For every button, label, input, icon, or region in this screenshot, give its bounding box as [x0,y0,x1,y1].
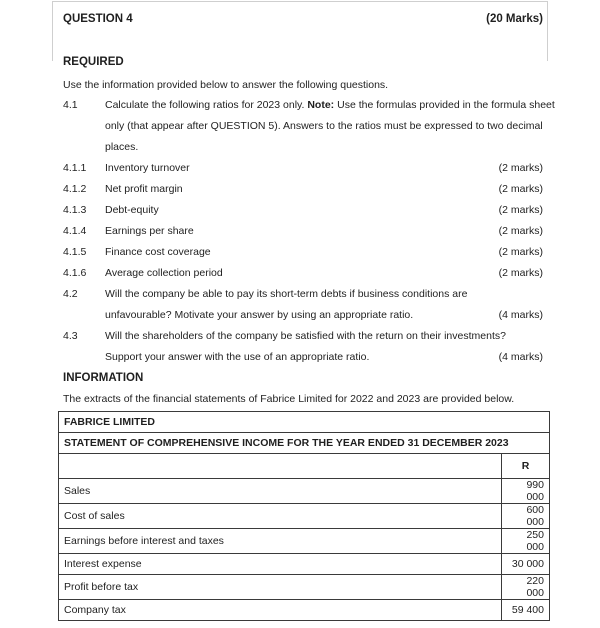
row-amount: 30 000 [502,554,550,575]
subitem-number: 4.1.3 [63,204,87,216]
q41-number: 4.1 [63,99,78,111]
row-amount: 600 000 [502,504,550,529]
table-row [59,554,550,575]
table-row [59,575,550,600]
subitem-number: 4.1.4 [63,225,87,237]
company-row [59,412,550,433]
row-label: Profit before tax [59,575,502,600]
income-statement-table [58,411,550,621]
required-heading: REQUIRED [63,56,124,68]
table-row [59,479,550,504]
subitem-marks: (2 marks) [498,204,543,216]
row-label: Earnings before interest and taxes [59,529,502,554]
subitem-label: Net profit margin [105,183,183,195]
subitem-number: 4.1.1 [63,162,87,174]
question-marks: (20 Marks) [486,13,543,25]
subitem-label: Finance cost coverage [105,246,211,258]
q42-line1: Will the company be able to pay its short-term debts if business conditions are [105,288,468,300]
information-intro: The extracts of the financial statements of Fabrice Limited for 2022 and 2023 are provided below. [63,393,515,405]
subitem-label: Earnings per share [105,225,194,237]
subitem-marks: (2 marks) [498,267,543,279]
row-amount: 59 400 [502,600,550,621]
company-name: FABRICE LIMITED [59,412,550,433]
currency-header-row [59,454,550,479]
required-intro: Use the information provided below to answer the following questions. [63,79,389,91]
row-amount: 990 000 [502,479,550,504]
q41-line1-b: Use the formulas provided in the formula sheet [337,99,555,111]
table-row [59,600,550,621]
page-border-left [52,1,53,61]
q43-number: 4.3 [63,330,78,342]
question-title: QUESTION 4 [63,13,133,25]
currency-header: R [502,454,550,479]
page-border-top [52,1,548,2]
row-label: Interest expense [59,554,502,575]
statement-title: STATEMENT OF COMPREHENSIVE INCOME FOR THE YEAR ENDED 31 DECEMBER 2023 [59,433,550,454]
q43-line1: Will the shareholders of the company be satisfied with the return on their investments? [105,330,506,342]
subitem-marks: (2 marks) [498,183,543,195]
subitem-number: 4.1.5 [63,246,87,258]
q41-line1-a: Calculate the following ratios for 2023 only. [105,99,305,111]
subitem-marks: (2 marks) [498,246,543,258]
subitem-label: Inventory turnover [105,162,190,174]
q43-marks: (4 marks) [498,351,543,363]
q41-line3: places. [105,141,139,153]
subitem-label: Debt-equity [105,204,159,216]
page-border-right [547,1,548,61]
subitem-number: 4.1.2 [63,183,87,195]
q43-line2: Support your answer with the use of an appropriate ratio. [105,351,370,363]
information-heading: INFORMATION [63,372,144,384]
row-amount: 220 000 [502,575,550,600]
table-row [59,504,550,529]
statement-title-row [59,433,550,454]
q42-line2: unfavourable? Motivate your answer by using an appropriate ratio. [105,309,414,321]
q42-number: 4.2 [63,288,78,300]
subitem-marks: (2 marks) [498,162,543,174]
row-amount: 250 000 [502,529,550,554]
q41-note-label: Note: [307,99,335,111]
table-row [59,529,550,554]
subitem-label: Average collection period [105,267,223,279]
row-label: Cost of sales [59,504,502,529]
q42-marks: (4 marks) [498,309,543,321]
q41-line1 [105,99,555,111]
row-label: Company tax [59,600,502,621]
subitem-number: 4.1.6 [63,267,87,279]
q41-line2: only (that appear after QUESTION 5). Answers to the ratios must be expressed to two decimal [105,120,543,132]
header-blank-cell [59,454,502,479]
subitem-marks: (2 marks) [498,225,543,237]
row-label: Sales [59,479,502,504]
